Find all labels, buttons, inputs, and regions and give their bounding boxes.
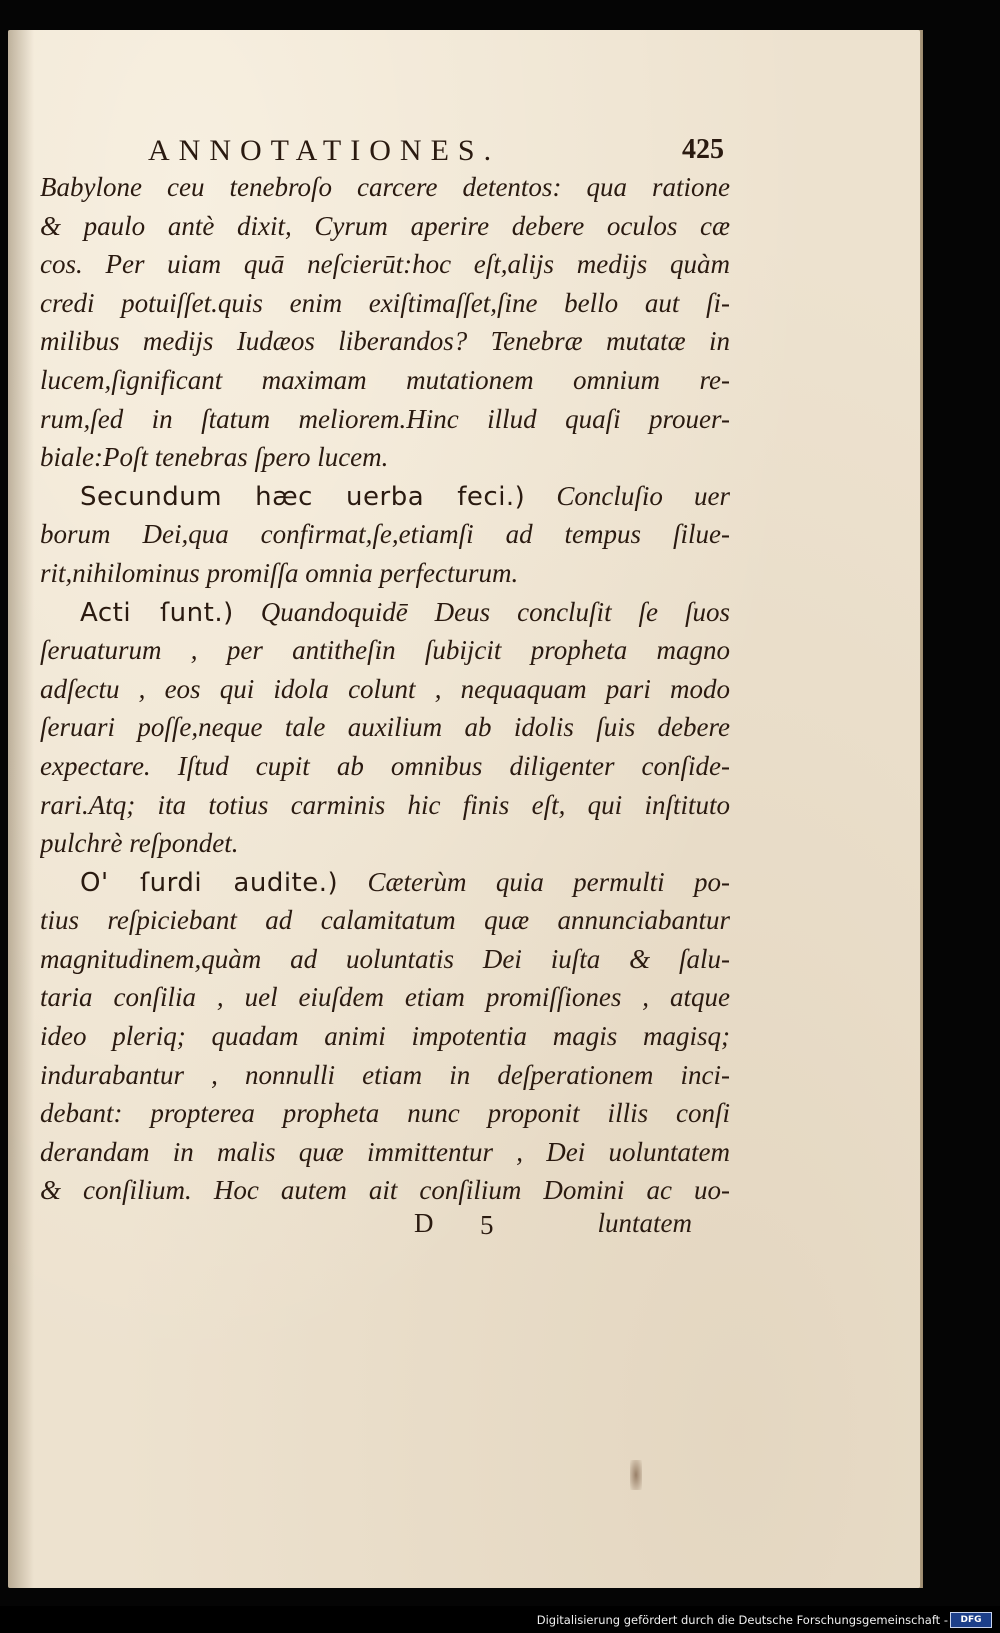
line-text: debant: propterea propheta nunc proponit illis conſi — [40, 1098, 730, 1129]
text-line — [40, 1094, 730, 1133]
signature-line — [40, 1208, 730, 1248]
line-text: pulchrè reſpondet. — [40, 828, 239, 859]
line-text: indurabantur , nonnulli etiam in deſperationem inci- — [40, 1059, 730, 1090]
text-line — [40, 631, 730, 670]
text-line — [40, 515, 730, 554]
line-text: ſeruari poſſe,neque tale auxilium ab idolis ſuis debere — [40, 712, 730, 743]
signature-number: 5 — [480, 1210, 494, 1240]
text-line — [40, 1017, 730, 1056]
text-line — [40, 940, 730, 979]
text-line — [40, 477, 730, 516]
line-text: milibus medijs Iudæos liberandos? Tenebræ mutatæ in — [40, 326, 730, 357]
text-line — [40, 322, 730, 361]
line-text: ideo pleriq; quadam animi impotentia magis magisq; — [40, 1021, 730, 1052]
line-text: credi potuiſſet.quis enim exiſtimaſſet,ſine bello aut ſi- — [40, 287, 730, 318]
text-line — [40, 670, 730, 709]
text-line — [40, 245, 730, 284]
text-line — [40, 747, 730, 786]
line-text: taria conſilia , uel eiuſdem etiam promiſſiones , atque — [40, 982, 730, 1013]
line-text: biale:Poſt tenebras ſpero lucem. — [40, 442, 389, 473]
lemma: Secundum hæc uerba feci.) — [80, 481, 526, 512]
line-text: & conſilium. Hoc autem ait conſilium Domini ac uo- — [40, 1175, 730, 1206]
footer-credit: Digitalisierung gefördert durch die Deutsche Forschungsgemeinschaft - — [536, 1613, 948, 1627]
dfg-logo: DFG — [950, 1612, 992, 1628]
line-text: ſeruaturum , per antitheſin ſubijcit propheta magno — [40, 635, 730, 666]
line-text: Cæterùm quia permulti po- — [338, 866, 730, 897]
line-text: derandam in malis quæ immittentur , Dei uoluntatem — [40, 1136, 730, 1167]
text-line — [40, 708, 730, 747]
text-line — [40, 786, 730, 825]
line-text: Concluſio uer — [525, 480, 730, 511]
line-text: borum Dei,qua confirmat,ſe,etiamſi ad tempus ſilue- — [40, 519, 730, 550]
page-number: 425 — [682, 134, 724, 165]
text-line — [40, 400, 730, 439]
text-line — [40, 284, 730, 323]
line-text: expectare. Iſtud cupit ab omnibus diligenter conſide- — [40, 750, 730, 781]
signature-letter: D — [414, 1208, 434, 1238]
text-line — [40, 863, 730, 902]
text-line — [40, 168, 730, 207]
line-text: magnitudinem,quàm ad uoluntatis Dei iuſta & ſalu- — [40, 943, 730, 974]
footer-bar — [0, 1606, 1000, 1633]
text-line — [40, 554, 730, 593]
line-text: lucem,ſignificant maximam mutationem omnium re- — [40, 364, 730, 395]
line-text: Babylone ceu tenebroſo carcere detentos: qua ratione — [40, 172, 730, 202]
text-line — [40, 593, 730, 632]
line-text: rari.Atq; ita totius carminis hic finis eſt, qui inſtituto — [40, 789, 730, 820]
text-line — [40, 438, 730, 477]
text-line — [40, 824, 730, 863]
gutter-shadow — [8, 30, 34, 1588]
text-line — [40, 1056, 730, 1095]
line-text: Quandoquidē Deus concluſit ſe ſuos — [233, 596, 730, 627]
body-text — [40, 168, 730, 1210]
text-line — [40, 901, 730, 940]
running-title: ANNOTATIONES. — [148, 134, 501, 167]
text-line — [40, 361, 730, 400]
line-text: tius reſpiciebant ad calamitatum quæ annunciabantur — [40, 905, 730, 936]
ink-smudge — [630, 1460, 642, 1490]
text-line — [40, 207, 730, 246]
line-text: rit,nihilominus promiſſa omnia perfecturum. — [40, 557, 519, 588]
line-text: cos. Per uiam quā neſcierūt:hoc eſt,alijs medijs quàm — [40, 249, 730, 280]
lemma: Acti ſunt.) — [80, 597, 234, 628]
line-text: & paulo antè dixit, Cyrum aperire debere oculos cæ — [40, 210, 730, 241]
line-text: adſectu , eos qui idola colunt , nequaquam pari modo — [40, 673, 730, 704]
text-line — [40, 1171, 730, 1210]
catchword: luntatem — [597, 1208, 692, 1238]
text-line — [40, 1133, 730, 1172]
lemma: O' ſurdi audite.) — [80, 867, 339, 898]
line-text: rum,ſed in ſtatum meliorem.Hinc illud quaſi prouer- — [40, 403, 730, 434]
text-line — [40, 978, 730, 1017]
